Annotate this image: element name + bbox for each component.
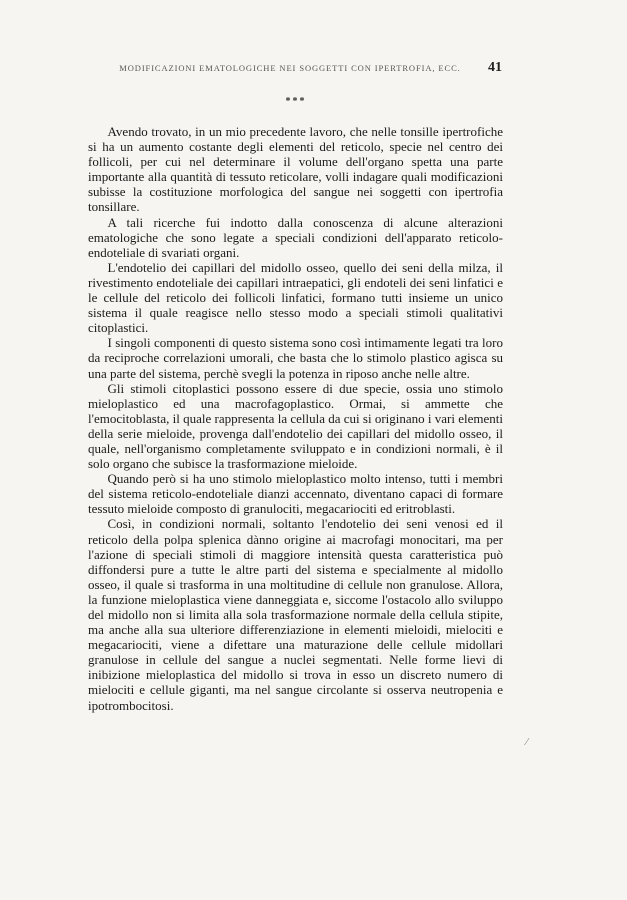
paragraph: L'endotelio dei capillari del midollo osseo, quello dei seni della milza, il rivestimento endoteliale dei capillari intraepatici, gli endoteli dei seni linfatici e le cellule del reticolo dei follicoli linfatici, formano tutti insieme un unico sistema il quale reagisce nello stesso modo a speciali stimoli qualitativi citoplastici. xyxy=(88,259,503,336)
section-separator: *** xyxy=(285,96,307,107)
paragraph: Così, in condizioni normali, soltanto l'endotelio dei seni venosi ed il reticolo della polpa splenica dànno origine ai macrofagi monocitari, ma per l'azione di speciali stimoli di maggiore intensità questa caratteristica può diffondersi pure a tutte le altre parti del sistema e specialmente al midollo osseo, il quale si trasforma in una moltitudine di cellule non granulose. Allora, la funzione mieloplastica viene danneggiata e, siccome l'ostacolo allo sviluppo del midollo non si limita alla sola trasformazione normale della cellula stipite, ma anche alla sua ulteriore differenziazione in elementi mieloidi, mielociti e megacariociti, viene a difettare una maturazione delle cellule midollari granulose in cellule del sangue a nuclei segmentati. Nelle forme lievi di inibizione mieloplastica del midollo si trova in esso un discreto numero di mielociti e cellule giganti, ma nel sangue circolante si osserva neutropenia e ipotrombocitosi. xyxy=(88,516,503,713)
paragraph: I singoli componenti di questo sistema sono così intimamente legati tra loro da reciproche correlazioni umorali, che basta che lo stimolo plastico agisca su una parte del sistema, perchè svegli la potenza in riposo anche nelle altre. xyxy=(88,335,503,381)
running-title: MODIFICAZIONI EMATOLOGICHE NEI SOGGETTI CON IPERTROFIA, ECC. xyxy=(119,63,461,73)
paragraph: Quando però si ha uno stimolo mieloplastico molto intenso, tutti i membri del sistema reticolo-endoteliale dianzi accennato, diventano capaci di formare tessuto mieloide composto di granulociti, megacariociti ed eritroblasti. xyxy=(88,471,503,517)
paragraph: Gli stimoli citoplastici possono essere di due specie, ossia uno stimolo mieloplastico ed una macrofagoplastico. Ormai, si ammette che l'emocitoblasta, il quale rappresenta la cellula da cui si originano i vari elementi della serie mieloide, provenga dall'endotelio dei capillari del midollo osseo, il quale, nell'organismo completamente sviluppato e in condizioni normali, è il solo organo che subisce la trasformazione mieloide. xyxy=(88,380,503,472)
page-number: 41 xyxy=(488,60,502,75)
body-text xyxy=(88,124,503,713)
margin-mark: ⁄ xyxy=(526,737,528,748)
paragraph: Avendo trovato, in un mio precedente lavoro, che nelle tonsille ipertrofiche si ha un aumento costante degli elementi del reticolo, specie nel centro dei follicoli, per cui nel determinare il volume dell'organo spetta una parte importante alla quantità di tessuto reticolare, volli indagare quali modificazioni subisse la costituzione morfologica del sangue nei soggetti con ipertrofia tonsillare. xyxy=(88,124,503,215)
paragraph: A tali ricerche fui indotto dalla conoscenza di alcune alterazioni ematologiche che sono legate a speciali condizioni dell'apparato reticolo-endoteliale di svariati organi. xyxy=(88,214,503,260)
